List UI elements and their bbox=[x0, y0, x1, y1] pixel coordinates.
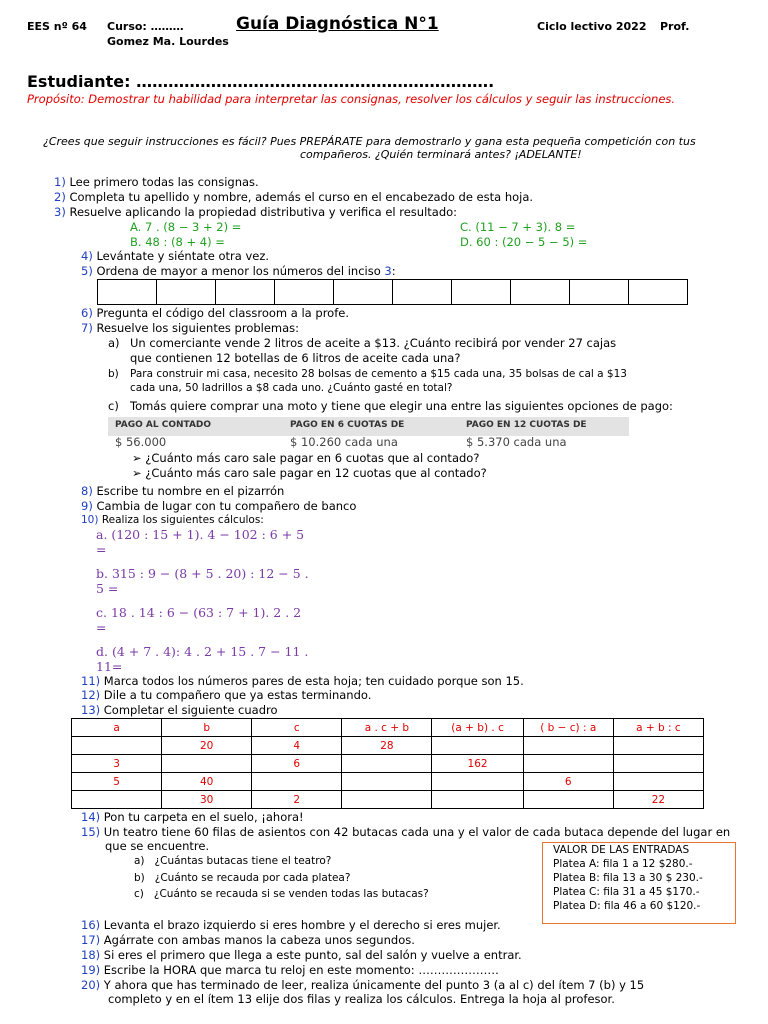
item-11 bbox=[81, 674, 524, 688]
calc-b-line-1: b. 315 : 9 − (8 + 5 . 20) : 12 − 5 . bbox=[96, 566, 309, 581]
problem-b-label: b) bbox=[108, 368, 119, 380]
table-cell[interactable] bbox=[342, 773, 432, 791]
calc-c-line-2: = bbox=[96, 620, 107, 635]
calc-c-line-1: c. 18 . 14 : 6 − (63 : 7 + 1). 2 . 2 bbox=[96, 605, 302, 620]
table-cell[interactable]: 162 bbox=[432, 755, 523, 773]
item-number: 16) bbox=[81, 918, 101, 932]
item-text: Levántate y siéntate otra vez. bbox=[96, 249, 270, 263]
table-cell[interactable]: 5 bbox=[72, 773, 162, 791]
header-cell: a . c + b bbox=[342, 719, 432, 737]
price-line: Platea D: fila 46 a 60 $120.- bbox=[553, 900, 701, 912]
table-cell[interactable] bbox=[523, 791, 613, 809]
item-end: : bbox=[391, 264, 396, 278]
order-cell[interactable] bbox=[275, 280, 334, 305]
theater-q-a: a) ¿Cuántas butacas tiene el teatro? bbox=[134, 855, 332, 867]
item-19 bbox=[81, 963, 499, 977]
purpose-text: Propósito: Demostrar tu habilidad para interpretar las consignas, resolver los cálculos y seguir las instrucciones. bbox=[27, 92, 676, 106]
item-text: Resuelve aplicando la propiedad distributiva y verifica el resultado: bbox=[69, 205, 458, 219]
payment-value-cash: $ 56.000 bbox=[115, 435, 167, 449]
order-cell[interactable] bbox=[157, 280, 216, 305]
item-17 bbox=[81, 933, 415, 947]
item-text: Agárrate con ambas manos la cabeza unos segundos. bbox=[103, 933, 415, 947]
item-20 bbox=[81, 978, 644, 992]
item-13 bbox=[81, 703, 278, 717]
item-15 bbox=[81, 825, 730, 839]
table-row bbox=[72, 755, 704, 773]
school-cycle: Ciclo lectivo 2022 bbox=[537, 20, 647, 33]
order-cell[interactable] bbox=[452, 280, 511, 305]
problem-a-line-1: Un comerciante vende 2 litros de aceite a $13. ¿Cuánto recibirá por vender 27 cajas bbox=[130, 336, 617, 350]
table-header-row bbox=[72, 719, 704, 737]
item-20-line-2: completo y en el ítem 13 elije dos filas y realiza los cálculos. Entrega la hoja al profesor. bbox=[108, 992, 615, 1006]
payment-value-12: $ 5.370 cada una bbox=[466, 435, 567, 449]
item-text: Dile a tu compañero que ya estas terminando. bbox=[103, 688, 372, 702]
item-number: 15) bbox=[81, 825, 101, 839]
price-line: Platea C: fila 31 a 45 $170.- bbox=[553, 886, 700, 898]
table-cell[interactable] bbox=[162, 755, 252, 773]
item-number: 20) bbox=[81, 978, 101, 992]
course-field: Curso: ……… bbox=[107, 20, 184, 33]
problem-b-line-1: Para construir mi casa, necesito 28 bolsas de cemento a $15 cada una, 35 bolsas de cal a $13 bbox=[130, 368, 627, 380]
problem-c-label: c) bbox=[108, 399, 119, 413]
order-cell[interactable] bbox=[334, 280, 393, 305]
prof-label: Prof. bbox=[660, 20, 690, 33]
distributive-a: A. 7 . (8 − 3 + 2) = bbox=[130, 220, 242, 234]
intro-line-2: compañeros. ¿Quién terminará antes? ¡ADELANTE! bbox=[300, 148, 582, 161]
item-text: Marca todos los números pares de esta hoja; ten cuidado porque son 15. bbox=[103, 674, 524, 688]
item-number: 13) bbox=[81, 703, 101, 717]
item-text: Levanta el brazo izquierdo si eres hombre y el derecho si eres mujer. bbox=[103, 918, 501, 932]
header-cell: b bbox=[162, 719, 252, 737]
table-cell[interactable]: 6 bbox=[523, 773, 613, 791]
item-number: 10) bbox=[81, 514, 99, 526]
item-number: 4) bbox=[81, 249, 93, 263]
table-cell[interactable]: 28 bbox=[342, 737, 432, 755]
item-number: 8) bbox=[81, 484, 93, 498]
calc-d-line-1: d. (4 + 7 . 4): 4 . 2 + 15 . 7 − 11 . bbox=[96, 644, 309, 659]
payment-header-12: PAGO EN 12 CUOTAS DE bbox=[466, 420, 587, 430]
order-cell[interactable] bbox=[511, 280, 570, 305]
theater-q-c: c) ¿Cuánto se recauda si se venden todas las butacas? bbox=[134, 888, 429, 900]
order-cell[interactable] bbox=[570, 280, 629, 305]
item-number: 17) bbox=[81, 933, 101, 947]
problem-c-line-1: Tomás quiere comprar una moto y tiene que elegir una entre las siguientes opciones de pago: bbox=[130, 399, 673, 413]
item-text: Resuelve los siguientes problemas: bbox=[96, 321, 300, 335]
item-text: Escribe tu nombre en el pizarrón bbox=[96, 484, 285, 498]
question-12-cuotas: ➢ ¿Cuánto más caro sale pagar en 12 cuotas que al contado? bbox=[132, 466, 487, 480]
item-18 bbox=[81, 948, 522, 962]
order-cell[interactable] bbox=[629, 280, 688, 305]
table-cell[interactable] bbox=[252, 773, 342, 791]
order-cell[interactable] bbox=[393, 280, 452, 305]
table-cell[interactable] bbox=[72, 791, 162, 809]
item-number: 9) bbox=[81, 499, 93, 513]
header-cell: (a + b) . c bbox=[432, 719, 523, 737]
payment-value-6: $ 10.260 cada una bbox=[290, 435, 398, 449]
distributive-c: C. (11 − 7 + 3). 8 = bbox=[460, 220, 576, 234]
item-text: Completa tu apellido y nombre, además el curso en el encabezado de esta hoja. bbox=[69, 190, 534, 204]
item-text: Un teatro tiene 60 filas de asientos con 42 butacas cada una y el valor de cada butaca depende del lugar en bbox=[103, 825, 731, 839]
item-number: 7) bbox=[81, 321, 93, 335]
item-1 bbox=[54, 175, 259, 189]
table-cell[interactable] bbox=[342, 755, 432, 773]
intro-line-1: ¿Crees que seguir instrucciones es fácil? Pues PREPÁRATE para demostrarlo y gana esta pequeña competición con tus bbox=[43, 135, 696, 148]
item-text: Ordena de mayor a menor los números del inciso bbox=[96, 264, 381, 278]
table-cell[interactable]: 40 bbox=[162, 773, 252, 791]
table-cell[interactable] bbox=[523, 755, 613, 773]
table-cell[interactable] bbox=[613, 755, 703, 773]
item-text: Si eres el primero que llega a este punto, sal del salón y vuelve a entrar. bbox=[103, 948, 522, 962]
table-cell[interactable] bbox=[432, 773, 523, 791]
price-line: Platea A: fila 1 a 12 $280.- bbox=[553, 858, 693, 870]
item-number: 1) bbox=[54, 175, 66, 189]
item-4 bbox=[81, 249, 269, 263]
question-6-cuotas: ➢ ¿Cuánto más caro sale pagar en 6 cuotas que al contado? bbox=[132, 451, 480, 465]
order-cell[interactable] bbox=[98, 280, 157, 305]
item-number: 11) bbox=[81, 674, 101, 688]
header-cell: a bbox=[72, 719, 162, 737]
item-number: 5) bbox=[81, 264, 93, 278]
table-cell[interactable] bbox=[613, 773, 703, 791]
item-7 bbox=[81, 321, 299, 335]
table-cell[interactable]: 30 bbox=[162, 791, 252, 809]
table-cell[interactable]: 22 bbox=[613, 791, 703, 809]
problem-a-line-2: que contienen 12 botellas de 6 litros de aceite cada una? bbox=[130, 351, 461, 365]
table-cell[interactable] bbox=[72, 737, 162, 755]
operations-table bbox=[71, 718, 704, 809]
table-cell[interactable]: 3 bbox=[72, 755, 162, 773]
distributive-d: D. 60 : (20 − 5 − 5) = bbox=[460, 235, 588, 249]
order-table bbox=[97, 279, 688, 305]
item-text: Pon tu carpeta en el suelo, ¡ahora! bbox=[103, 810, 304, 824]
table-cell[interactable] bbox=[523, 737, 613, 755]
student-field: Estudiante: …………………………………………………………. bbox=[27, 72, 495, 91]
item-3 bbox=[54, 205, 457, 219]
item-ref: 3 bbox=[384, 264, 392, 278]
order-cell[interactable] bbox=[216, 280, 275, 305]
ticket-prices-box bbox=[542, 842, 736, 924]
payment-header-6: PAGO EN 6 CUOTAS DE bbox=[290, 420, 405, 430]
calc-b-line-2: 5 = bbox=[96, 581, 119, 596]
item-number: 12) bbox=[81, 688, 101, 702]
item-text: Escribe la HORA que marca tu reloj en este momento: ………………… bbox=[103, 963, 499, 977]
problem-a-label: a) bbox=[108, 336, 120, 350]
item-8 bbox=[81, 484, 284, 498]
table-cell[interactable] bbox=[342, 791, 432, 809]
page-title: Guía Diagnóstica N°1 bbox=[236, 14, 439, 34]
item-text: Lee primero todas las consignas. bbox=[69, 175, 259, 189]
header-cell: a + b : c bbox=[613, 719, 703, 737]
theater-q-b: b) ¿Cuánto se recauda por cada platea? bbox=[134, 872, 351, 884]
table-cell[interactable]: 6 bbox=[252, 755, 342, 773]
item-number: 3) bbox=[54, 205, 66, 219]
item-2 bbox=[54, 190, 533, 204]
item-10 bbox=[81, 514, 264, 526]
table-cell[interactable] bbox=[432, 737, 523, 755]
item-text: Completar el siguiente cuadro bbox=[103, 703, 278, 717]
problem-b-line-2: cada una, 50 ladrillos a $8 cada uno. ¿Cuánto gasté en total? bbox=[130, 382, 453, 394]
item-text: Y ahora que has terminado de leer, realiza únicamente del punto 3 (a al c) del ítem 7 (b) y 15 bbox=[103, 978, 645, 992]
arrow-bullet-icon: ➢ bbox=[132, 466, 142, 480]
item-12 bbox=[81, 688, 371, 702]
payment-header-cash: PAGO AL CONTADO bbox=[115, 420, 212, 430]
calc-d-line-2: 11= bbox=[96, 659, 123, 674]
table-cell[interactable] bbox=[613, 737, 703, 755]
header-cell: c bbox=[252, 719, 342, 737]
price-line: Platea B: fila 13 a 30 $ 230.- bbox=[553, 872, 703, 884]
table-cell[interactable]: 2 bbox=[252, 791, 342, 809]
table-row bbox=[72, 773, 704, 791]
school-name: EES nº 64 bbox=[27, 20, 87, 33]
table-cell[interactable] bbox=[432, 791, 523, 809]
item-15-line-2: que se encuentre. bbox=[105, 839, 210, 853]
table-cell[interactable]: 4 bbox=[252, 737, 342, 755]
calc-a-line-2: = bbox=[96, 542, 107, 557]
item-6 bbox=[81, 306, 349, 320]
header-cell: ( b − c) : a bbox=[523, 719, 613, 737]
table-cell[interactable]: 20 bbox=[162, 737, 252, 755]
item-14 bbox=[81, 810, 304, 824]
calc-a-line-1: a. (120 : 15 + 1). 4 − 102 : 6 + 5 bbox=[96, 527, 305, 542]
item-text: Cambia de lugar con tu compañero de banco bbox=[96, 499, 357, 513]
item-16 bbox=[81, 918, 501, 932]
table-row bbox=[72, 737, 704, 755]
distributive-b: B. 48 : (8 + 4) = bbox=[130, 235, 225, 249]
table-row bbox=[72, 791, 704, 809]
item-number: 6) bbox=[81, 306, 93, 320]
item-number: 14) bbox=[81, 810, 101, 824]
teacher-name: Gomez Ma. Lourdes bbox=[107, 35, 229, 48]
prices-title: VALOR DE LAS ENTRADAS bbox=[553, 844, 690, 856]
arrow-bullet-icon: ➢ bbox=[132, 451, 142, 465]
item-5 bbox=[81, 264, 396, 278]
item-number: 18) bbox=[81, 948, 101, 962]
item-number: 2) bbox=[54, 190, 66, 204]
item-text: Realiza los siguientes cálculos: bbox=[101, 514, 264, 526]
item-text: Pregunta el código del classroom a la profe. bbox=[96, 306, 349, 320]
item-9 bbox=[81, 499, 356, 513]
item-number: 19) bbox=[81, 963, 101, 977]
